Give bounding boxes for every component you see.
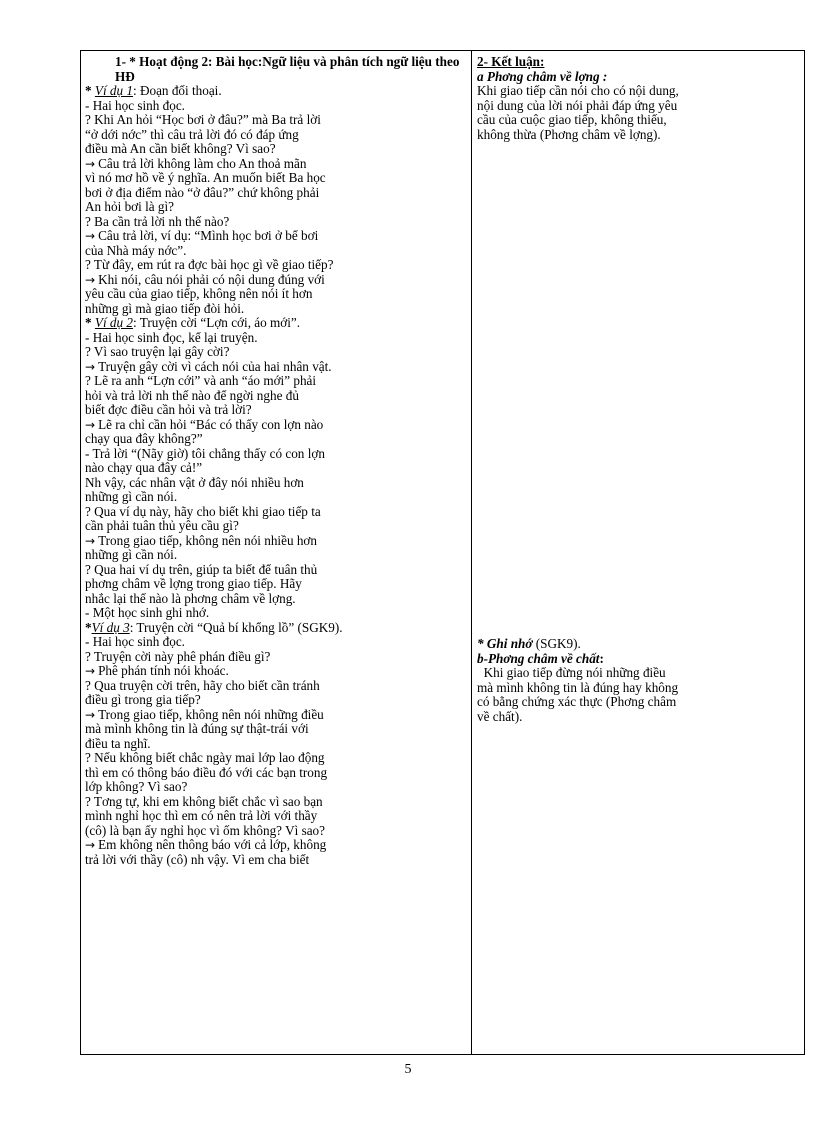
left-line: phơng châm về lợng trong giao tiếp. Hãy bbox=[85, 577, 302, 591]
left-line: ? Từ đây, em rút ra đợc bài học gì về giao tiếp? bbox=[85, 258, 334, 272]
principle-a-line: không thừa (Phơng châm về lợng). bbox=[477, 127, 661, 142]
right-column bbox=[477, 55, 799, 724]
left-line: ? Tơng tự, khi em không biết chắc vì sao bạn bbox=[85, 794, 323, 809]
principle-b-line: có bằng chứng xác thực (Phơng châm bbox=[477, 695, 677, 709]
arrow-icon: → bbox=[85, 272, 96, 287]
example-label: Ví dụ 3 bbox=[91, 620, 130, 635]
principle-b-line: về chất). bbox=[477, 709, 523, 724]
principle-b-line: Khi giao tiếp đừng nói những điều bbox=[477, 666, 666, 680]
example-heading bbox=[85, 621, 467, 636]
example-star: * bbox=[85, 620, 92, 635]
principle-a-line: Khi giao tiếp cần nói cho có nội dung, bbox=[477, 84, 679, 98]
left-line bbox=[85, 838, 467, 853]
principle-a-line: nội dung của lời nói phải đáp ứng yêu bbox=[477, 98, 678, 113]
principle-b-colon: : bbox=[599, 651, 604, 666]
left-line bbox=[85, 418, 467, 433]
arrow-icon: → bbox=[85, 533, 96, 548]
left-line: - Hai học sinh đọc. bbox=[85, 98, 185, 113]
example-description: : Truyện cời “Lợn cới, áo mới”. bbox=[133, 316, 301, 330]
line-text: Truyện gây cời vì cách nói của hai nhân vật. bbox=[98, 359, 332, 374]
arrow-icon: → bbox=[85, 707, 96, 722]
principle-b-heading bbox=[477, 652, 799, 667]
arrow-icon: → bbox=[85, 229, 96, 243]
left-line bbox=[85, 664, 467, 679]
left-line: ? Qua ví dụ này, hãy cho biết khi giao tiếp ta bbox=[85, 504, 321, 519]
principle-b-line: mà mình không tin là đúng hay không bbox=[477, 680, 679, 695]
left-line: ? Khi An hỏi “Học bơi ở đâu?” mà Ba trả lời bbox=[85, 113, 321, 127]
left-line bbox=[85, 273, 467, 288]
left-line: ? Truyện cời này phê phán điều gì? bbox=[85, 649, 271, 664]
left-line: - Hai học sinh đọc. bbox=[85, 635, 185, 649]
principle-b-text bbox=[477, 666, 799, 724]
left-column bbox=[85, 55, 467, 867]
left-line: An hỏi bơi là gì? bbox=[85, 200, 175, 214]
left-line bbox=[85, 229, 467, 244]
left-line: vì nó mơ hồ về ý nghĩa. An muốn biết Ba học bbox=[85, 171, 326, 185]
left-line: những gì mà giao tiếp đòi hỏi. bbox=[85, 301, 245, 316]
left-line: những gì cần nói. bbox=[85, 490, 178, 504]
line-text: Phê phán tính nói khoác. bbox=[98, 664, 229, 678]
conclusion-heading: 2- Kết luận: bbox=[477, 55, 545, 69]
principle-a-heading: a Phơng châm về lợng : bbox=[477, 69, 608, 84]
arrow-icon: → bbox=[85, 359, 96, 374]
example-heading bbox=[85, 316, 467, 331]
left-line: mà mình không tin là đúng sự thật-trái với bbox=[85, 722, 309, 736]
example-description: : Truyện cời “Quả bí khổng lồ” (SGK9). bbox=[129, 620, 343, 635]
example-star: * bbox=[85, 316, 95, 330]
left-line: điều gì trong gia tiếp? bbox=[85, 693, 201, 707]
left-line: ? Nếu không biết chắc ngày mai lớp lao động bbox=[85, 751, 325, 765]
left-line: ? Qua truyện cời trên, hãy cho biết cần tránh bbox=[85, 678, 320, 693]
arrow-icon: → bbox=[85, 664, 96, 678]
left-line: điều mà An cần biết không? Vì sao? bbox=[85, 142, 276, 156]
example-description: : Đoạn đối thoại. bbox=[133, 84, 222, 98]
line-text: Em không nên thông báo với cả lớp, không bbox=[98, 838, 327, 852]
left-line: thì em có thông báo điều đó với các bạn trong bbox=[85, 765, 328, 780]
left-line: điều ta nghĩ. bbox=[85, 736, 151, 751]
column-divider bbox=[471, 51, 472, 1054]
left-line: ? Vì sao truyện lại gây cời? bbox=[85, 345, 230, 359]
example-label: Ví dụ 1 bbox=[94, 84, 133, 98]
principle-a-text bbox=[477, 84, 799, 142]
left-line: Nh vậy, các nhân vật ở đây nói nhiều hơn bbox=[85, 475, 304, 490]
arrow-icon: → bbox=[85, 417, 96, 432]
example-label: Ví dụ 2 bbox=[94, 316, 133, 330]
line-text: Lẽ ra chỉ cần hỏi “Bác có thấy con lợn nào bbox=[98, 417, 324, 432]
left-line: - Một học sinh ghi nhớ. bbox=[85, 606, 210, 620]
arrow-icon: → bbox=[85, 838, 96, 852]
left-line: cần phải tuân thủ yêu cầu gì? bbox=[85, 519, 239, 533]
left-line: bơi ở địa điểm nào “ở đâu?” chứ không phải bbox=[85, 185, 320, 200]
memo-label: * Ghi nhớ bbox=[477, 637, 533, 651]
principle-a-line: cầu của cuộc giao tiếp, không thiếu, bbox=[477, 113, 667, 127]
left-line bbox=[85, 157, 467, 172]
left-line: ? Lẽ ra anh “Lợn cới” và anh “áo mới” phải bbox=[85, 374, 317, 388]
arrow-icon: → bbox=[85, 156, 96, 171]
left-line: trả lời với thầy (cô) nh vậy. Vì em cha biết bbox=[85, 852, 310, 867]
memo-reference: (SGK9). bbox=[532, 637, 581, 651]
left-line: yêu cầu của giao tiếp, không nên nói ít hơn bbox=[85, 287, 313, 301]
left-line bbox=[85, 534, 467, 549]
left-line: ? Ba cần trả lời nh thế nào? bbox=[85, 214, 230, 229]
left-line: hỏi và trả lời nh thế nào để ngời nghe đủ bbox=[85, 388, 299, 403]
lesson-table bbox=[80, 50, 805, 1055]
left-line: biết đợc điều cần hỏi và trả lời? bbox=[85, 403, 252, 417]
left-line: chạy qua đây không?” bbox=[85, 432, 203, 446]
left-line: nào chạy qua đây cả!” bbox=[85, 461, 203, 475]
left-line: của Nhà máy nớc”. bbox=[85, 243, 187, 258]
line-text: Trong giao tiếp, không nên nói nhiều hơn bbox=[98, 533, 318, 548]
left-line: mình nghỉ học thì em có nên trả lời với thầy bbox=[85, 809, 318, 823]
line-text: Khi nói, câu nói phải có nội dung đúng với bbox=[98, 272, 325, 287]
example-star: * bbox=[85, 84, 95, 98]
line-text: Câu trả lời, ví dụ: “Mình học bơi ở bể bơi bbox=[98, 229, 319, 243]
line-text: Câu trả lời không làm cho An thoả mãn bbox=[98, 156, 307, 171]
example-heading bbox=[85, 84, 467, 99]
left-line: “ở dới nớc” thì câu trả lời đó có đáp ứng bbox=[85, 127, 299, 142]
principle-b-title: b-Phơng châm về chất bbox=[477, 651, 600, 666]
activity-title: 1- * Hoạt động 2: Bài học:Ngữ liệu và phân tích ngữ liệu theo HĐ bbox=[115, 55, 460, 84]
left-line bbox=[85, 360, 467, 375]
left-line bbox=[85, 708, 467, 723]
line-text: Trong giao tiếp, không nên nói những điều bbox=[98, 707, 324, 722]
left-line: - Trả lời “(Nãy giờ) tôi chẳng thấy có con lợn bbox=[85, 446, 325, 461]
left-line: những gì cần nói. bbox=[85, 548, 178, 562]
left-line: - Hai học sinh đọc, kể lại truyện. bbox=[85, 330, 258, 345]
left-line: lớp không? Vì sao? bbox=[85, 780, 188, 794]
page-number: 5 bbox=[404, 1062, 412, 1077]
left-line: nhắc lại thế nào là phơng châm về lợng. bbox=[85, 591, 296, 606]
left-line: (cô) là bạn ấy nghỉ học vì ốm không? Vì sao? bbox=[85, 823, 326, 838]
left-line: ? Qua hai ví dụ trên, giúp ta biết để tuân thủ bbox=[85, 562, 318, 577]
memo-line bbox=[477, 637, 799, 652]
left-lines bbox=[85, 84, 467, 867]
